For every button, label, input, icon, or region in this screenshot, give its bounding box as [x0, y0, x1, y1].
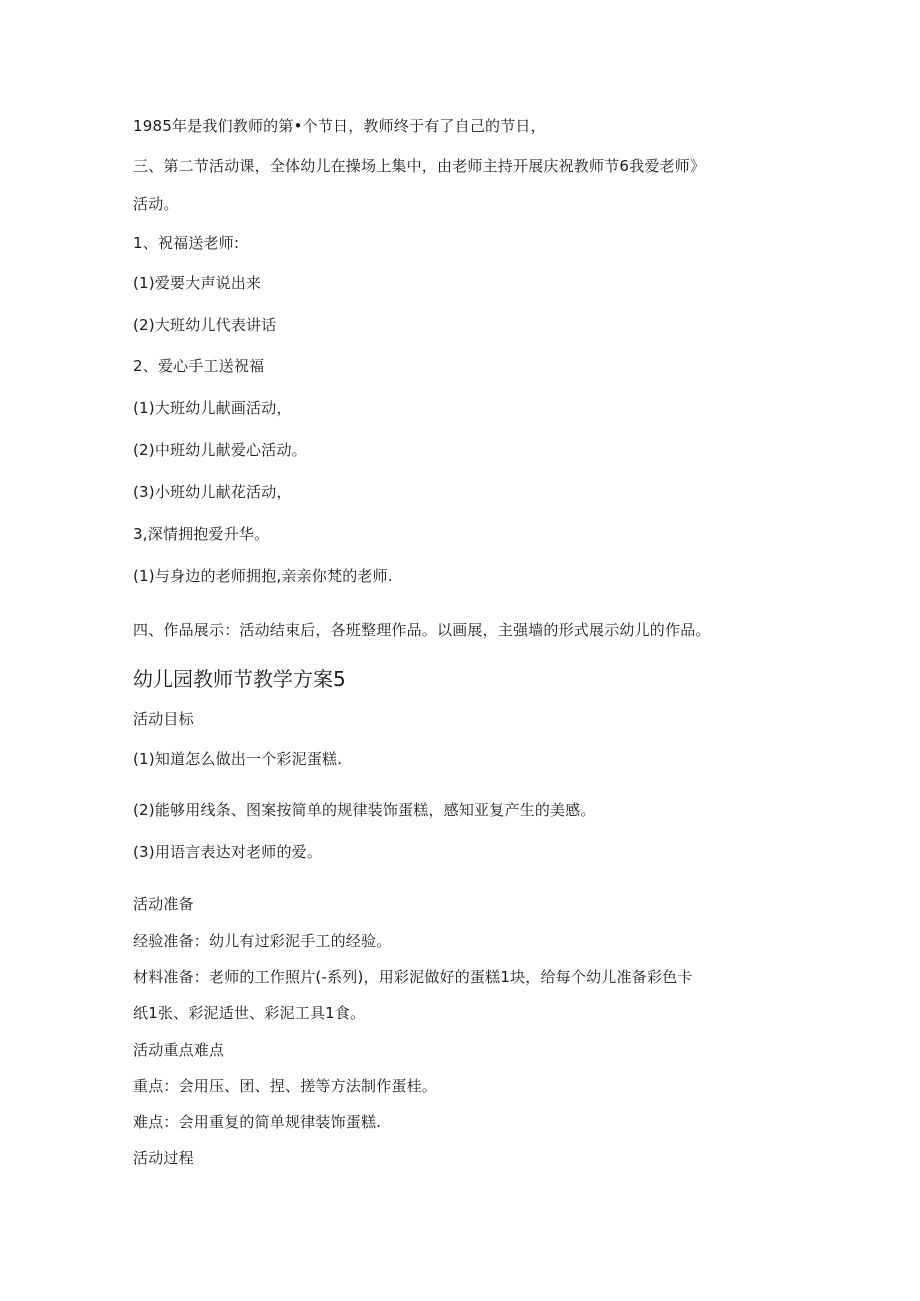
list-item: (1)大班幼儿献画活动， [133, 399, 292, 417]
list-item: (3)小班幼儿献花活动， [133, 483, 292, 501]
subheading: 活动目标 [133, 710, 194, 728]
paragraph-line: 材料准备：老师的工作照片(-系列)，用彩泥做好的蛋糕1块，给每个幼儿准备彩色卡 [133, 968, 693, 986]
paragraph-line: 难点：会用重复的简单规律装饰蛋糕. [133, 1113, 382, 1131]
subheading: 活动过程 [133, 1149, 194, 1167]
paragraph-line: 四、作品展示：活动结束后，各班整理作品。以画展，主强墙的形式展示幼儿的作品。 [133, 621, 711, 639]
subheading: 活动准备 [133, 895, 194, 913]
list-item: (2)能够用线条、图案按简单的规律装饰蛋糕，感知亚复产生的美感。 [133, 801, 596, 819]
paragraph-line: 1985年是我们教师的第•个节日，教师终于有了自己的节日， [133, 117, 546, 135]
paragraph-line: 经验准备：幼儿有过彩泥手工的经验。 [133, 932, 392, 950]
list-item: (3)用语言表达对老师的爱。 [133, 843, 323, 861]
section-title: 幼儿园教师节教学方案5 [133, 667, 346, 691]
paragraph-line: 活动。 [133, 195, 179, 213]
subheading: 活动重点难点 [133, 1041, 225, 1059]
paragraph-line: 重点：会用压、团、捏、搓等方法制作蛋桂。 [133, 1077, 438, 1095]
paragraph-line: 纸1张、彩泥适世、彩泥工具1食。 [133, 1004, 366, 1022]
list-item: (2)大班幼儿代表讲话 [133, 316, 277, 334]
list-item: (1)爱要大声说出来 [133, 274, 262, 292]
paragraph-line: 三、第二节活动课，全体幼儿在操场上集中，由老师主持开展庆祝教师节6我爱老师》 [133, 157, 706, 175]
list-item: (1)知道怎么做出一个彩泥蛋糕. [133, 750, 343, 768]
list-item: 1、祝福送老师: [133, 234, 240, 252]
list-item: 2、爱心手工送祝福 [133, 357, 265, 375]
list-item: 3,深情拥抱爱升华。 [133, 525, 270, 543]
list-item: (1)与身边的老师拥抱,亲亲你梵的老师. [133, 567, 393, 585]
list-item: (2)中班幼儿献爱心活动。 [133, 441, 307, 459]
